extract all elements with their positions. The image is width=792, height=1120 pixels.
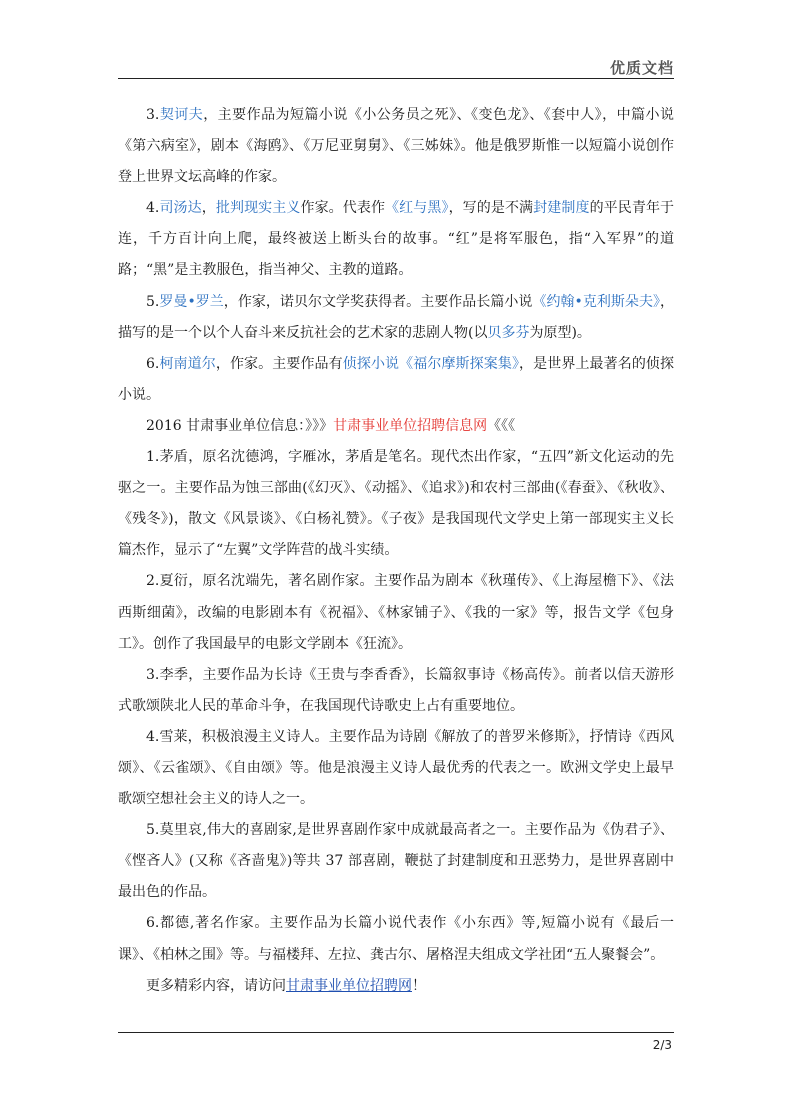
text: 3. <box>146 107 160 123</box>
paragraph-li-ji: 3.李季，主要作品为长诗《王贵与李香香》，长篇叙事诗《杨高传》。前者以信天游形式歌颂陕北人民的革命斗争，在我国现代诗歌史上占有重要地位。 <box>118 666 674 714</box>
text: 作家。代表作 <box>300 200 386 217</box>
text: 4. <box>146 200 160 217</box>
link-red-and-black[interactable]: 《红与黑》 <box>385 200 449 217</box>
link-stendhal[interactable]: 司汤达 <box>159 200 202 217</box>
link-jean-christophe[interactable]: 《约翰•克利斯朵夫》 <box>532 293 661 310</box>
document-body <box>118 100 674 1002</box>
text: ，主要作品为短篇小说《小公务员之死》、《变色龙》、《套中人》，中篇小说《第六病室》，剧本《海鸥》、《万尼亚舅舅》、《三姊妹》。他是俄罗斯惟一以短篇小说创作登上世界文坛高峰的作家。 <box>118 107 675 186</box>
text: ，写的是不满 <box>448 200 534 217</box>
text: 更多精彩内容，请访问 <box>146 977 286 994</box>
paragraph-info-banner <box>118 411 674 442</box>
text: 5. <box>146 293 160 310</box>
paragraph-more-content <box>118 971 674 1002</box>
text: 的平民青年于连，千方百计向上爬，最终被送上断头台的故事。“红”是将军服色，指“入军界”的道路；“黑”是主教服色，指当神父、主教的道路。 <box>118 200 675 279</box>
link-beethoven[interactable]: 贝多芬 <box>487 324 530 341</box>
paragraph-romain-rolland <box>118 287 674 349</box>
link-feudal-system[interactable]: 封建制度 <box>533 200 590 217</box>
text: ，描写的是一个以个人奋斗来反抗社会的艺术家的悲剧人物(以 <box>118 293 675 341</box>
paragraph-moliere: 5.莫里哀,伟大的喜剧家,是世界喜剧作家中成就最高者之一。主要作品为《伪君子》、《悭吝人》(又称《吝啬鬼》)等共 37 部喜剧，鞭挞了封建制度和丑恶势力，是世界喜剧中最出色的作品。 <box>118 822 674 901</box>
text: ，作家，诺贝尔文学奖获得者。主要作品长篇小说 <box>223 293 533 310</box>
paragraph-mao-dun: 1.茅盾，原名沈德鸿，字雁冰，茅盾是笔名。现代杰出作家，“五四”新文化运动的先驱之一。主要作品为蚀三部曲(《幻灭》、《动摇》、《追求》)和农村三部曲(《春蚕》、《秋收》、《残冬》)，散文《风景谈》、《白杨礼赞》。《子夜》是我国现代文学史上第一部现实主义长篇杰作，显示了“左翼”文学阵营的战斗实绩。 <box>118 449 674 559</box>
page-number: 2/3 <box>652 1038 672 1052</box>
text: 为原型)。 <box>529 324 591 341</box>
link-romain-rolland[interactable]: 罗曼•罗兰 <box>159 293 224 310</box>
header-rule <box>118 78 674 79</box>
link-critical-realism[interactable]: 批判现实主义 <box>215 200 301 217</box>
paragraph-conan-doyle <box>118 349 674 411</box>
text: ， <box>201 200 216 217</box>
text: ，是世界上最著名的侦探小说。 <box>118 355 675 403</box>
link-sherlock-holmes[interactable]: 《福尔摩斯探案集》 <box>399 355 520 372</box>
text: ！ <box>412 977 426 994</box>
text: 《《《 <box>487 417 516 434</box>
paragraph-chekhov <box>118 100 674 193</box>
link-conan-doyle[interactable]: 柯南道尔 <box>159 355 216 372</box>
link-detective-fiction[interactable]: 侦探小说 <box>342 355 400 372</box>
paragraph-stendhal <box>118 193 674 286</box>
link-recruitment-site-footer[interactable]: 甘肃事业单位招聘网 <box>286 977 412 994</box>
footer-rule <box>118 1032 674 1033</box>
header-title: 优质文档 <box>609 59 674 77</box>
link-chekhov[interactable]: 契诃夫 <box>159 107 204 123</box>
paragraph-daudet: 6.都德,著名作家。主要作品为长篇小说代表作《小东西》等,短篇小说有《最后一课》、《柏林之围》等。与福楼拜、左拉、龚古尔、屠格涅夫组成文学社团“五人聚餐会”。 <box>118 915 674 963</box>
paragraph-xia-yan: 2.夏衍，原名沈端先，著名剧作家。主要作品为剧本《秋瑾传》、《上海屋檐下》、《法西斯细菌》，改编的电影剧本有《祝福》、《林家铺子》、《我的一家》等，报告文学《包身工》。创作了我国最早的电影文学剧本《狂流》。 <box>118 573 674 652</box>
text: ，作家。主要作品有 <box>215 355 343 372</box>
text: 2016 甘肃事业单位信息：》》》 <box>146 417 334 434</box>
paragraph-shelley: 4.雪莱，积极浪漫主义诗人。主要作品为诗剧《解放了的普罗米修斯》，抒情诗《西风颂》、《云雀颂》、《自由颂》等。他是浪漫主义诗人最优秀的代表之一。欧洲文学史上最早歌颂空想社会主义的诗人之一。 <box>118 728 674 808</box>
link-recruitment-site[interactable]: 甘肃事业单位招聘信息网 <box>333 417 488 434</box>
text: 6. <box>146 355 160 372</box>
